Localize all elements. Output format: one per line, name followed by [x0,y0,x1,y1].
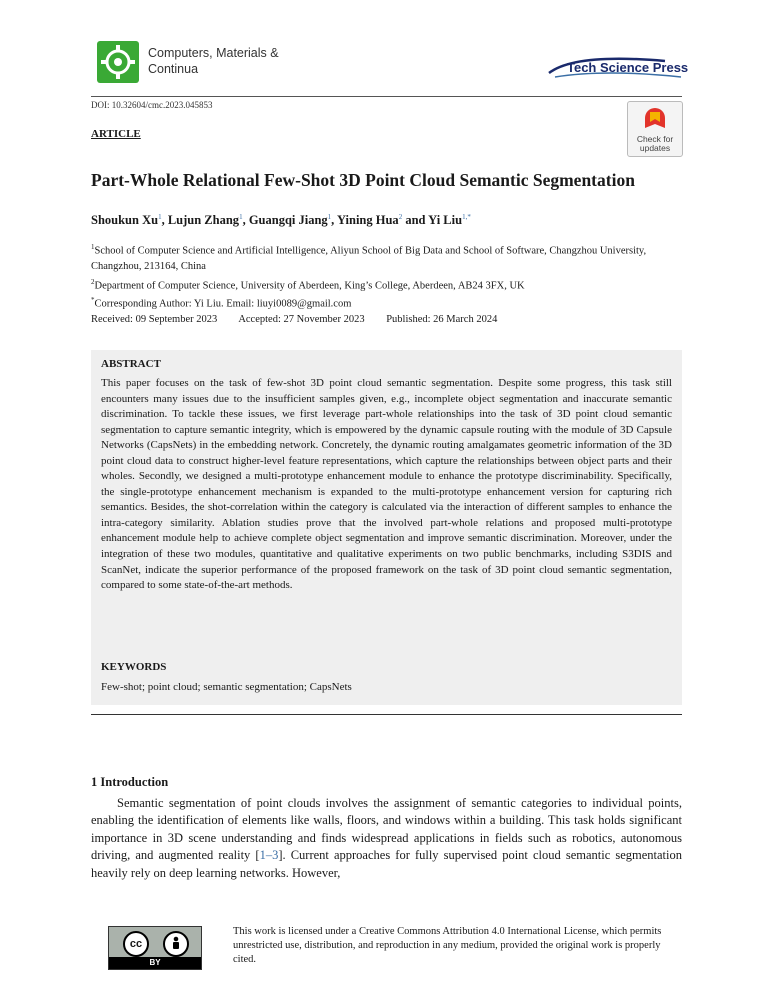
dates [91,314,516,325]
abstract-box [91,350,682,705]
author-sup[interactable]: 2 [398,213,403,221]
author-name[interactable]: Yi Liu [428,213,463,228]
author-sup[interactable]: 1 [158,213,162,221]
affiliation-text: Department of Computer Science, University of Aberdeen, King’s College, Aberdeen, AB24 3FX, UK [94,280,525,292]
intro-text-part: ]. Current approaches for fully supervised point cloud semantic segmentation heavily rely on deep learning networks. However, [91,848,682,880]
journal-name[interactable] [148,45,279,77]
cc-by-person-icon [163,931,189,957]
author-name[interactable]: Lujun Zhang [167,213,240,228]
check-for-updates-button[interactable] [627,101,683,157]
abstract-text: This paper focuses on the task of few-shot 3D point cloud semantic segmentation. Despite some progress, this task still encounters many issues due to the insufficient samples given, e.g., incomplete object segmentation and inaccurate semantic discrimination. To tackle these issues, we first leverage part-whole relationships into the task of 3D point cloud semantic segmentation to capture semantic integrity, which is empowered by the dynamic capsule routing with the module of 3D Capsule Networks (CapsNets) in the embedding network. Concretely, the dynamic routing amalgamates geometric information of the 3D point cloud data to construct higher-level feature representations, which capture the relationships between object parts and their wholes. Secondly, we designed a multi-prototype enhancement module to enhance the prototype discriminability. Specifically, the single-prototype enhancement mechanism is expanded to the multi-prototype enhancement version for capturing rich semantics. Besides, the shot-correlation within the category is calculated via the interaction of different samples to enhance the intra-category similarity. Ablation studies prove that the involved part-whole relations and proposed multi-prototype enhancement module help to achieve complete object segmentation and improve semantic discrimination. Moreover, under the integration of these two modules, quantitative and qualitative experiments on two public benchmarks, including S3DIS and ScanNet, indicate the superior performance of the proposed framework on the task of 3D point cloud semantic segmentation, compared to some state-of-the-art methods. [101,377,672,592]
affiliation-text[interactable]: Corresponding Author: Yi Liu. Email: liuyi0089@gmail.com [94,298,352,310]
section-heading-introduction: 1 Introduction [91,775,169,789]
article-type: ARTICLE [91,128,141,140]
journal-name-line2: Continua [148,62,199,76]
keywords-heading: KEYWORDS [101,661,167,673]
author-sup[interactable]: 1 [327,213,332,221]
check-updates-line1: Check for [636,134,674,144]
author-list: Shoukun Xu$^1$, Lujun Zhang$^1$, Guangqi Jiang$^1$, Yining Hua$^2$ and Yi Liu$^{1,*}$ [91,213,471,228]
publisher-name[interactable]: Tech Science Press [567,60,689,75]
author-name[interactable]: Guangqi Jiang [248,213,328,228]
author-sup[interactable]: 1,* [462,213,471,221]
doi[interactable]: DOI: 10.32604/cmc.2023.045853 [91,100,213,110]
author-name[interactable]: Shoukun Xu [91,213,159,228]
abstract-heading: ABSTRACT [101,358,161,370]
cc-by-label: BY [109,957,201,969]
journal-name-line1: Computers, Materials & [148,46,279,60]
keywords-text: Few-shot; point cloud; semantic segmentation; CapsNets [101,681,352,693]
header-rule [91,96,682,97]
affiliation-sup: 1 [91,243,95,251]
affiliation [91,240,686,275]
cc-icon: cc [123,931,149,957]
license-text: This work is licensed under a Creative Commons Attribution 4.0 International License, which permits unrestricted use, distribution, and reproduction in any medium, provided the original work is properly cited. [233,926,662,965]
affiliation-text: School of Computer Science and Artificial Intelligence, Aliyun School of Big Data and School of Software, Changzhou University, Changzhou, 213164, China [91,245,647,272]
received-date: Received: 09 September 2023 [91,314,218,325]
corresponding-author [91,293,686,312]
citation-link[interactable]: 1–3 [259,848,279,863]
paper-title: Part-Whole Relational Few-Shot 3D Point Cloud Semantic Segmentation [91,170,635,190]
author-sup[interactable]: 1 [239,213,243,221]
author-name[interactable]: Yining Hua [336,213,399,228]
intro-text-part: Semantic segmentation of point clouds involves the assignment of semantic categories to individual points, enabling the identification of elements like walls, floors, and windows within a building. This task holds significant importance in 3D scene understanding and finds widespread applications in fields such as robotics, autonomous driving, and augmented reality [ [91,796,682,863]
affiliation-sup: * [91,296,95,304]
affiliation-sup: 2 [91,278,95,286]
published-date: Published: 26 March 2024 [386,314,498,325]
cc-by-license-badge[interactable] [108,926,202,970]
abstract-rule [91,714,682,715]
affiliation [91,275,686,294]
accepted-date: Accepted: 27 November 2023 [238,314,365,325]
journal-gear-logo-icon [97,41,139,83]
check-updates-line2: updates [639,143,671,153]
check-for-updates-icon [643,106,667,134]
introduction-text [91,795,682,882]
